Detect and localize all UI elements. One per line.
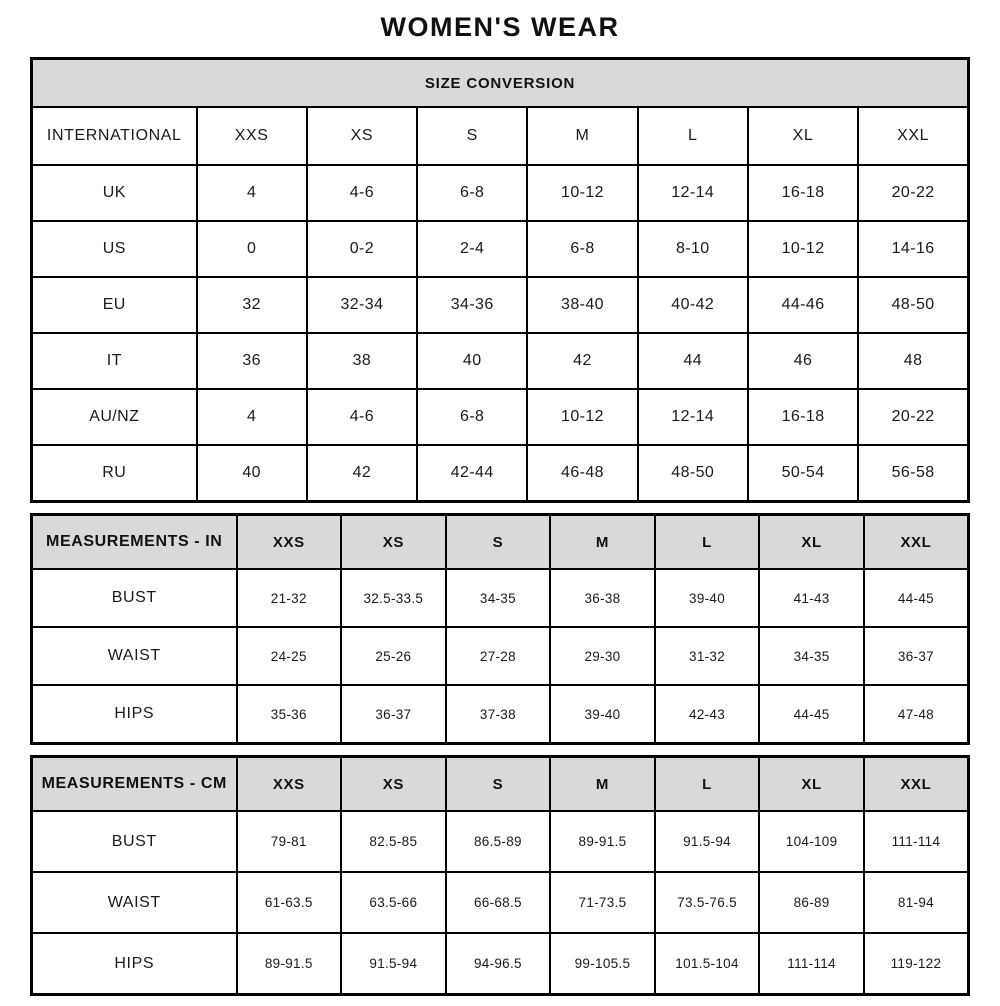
measurement-cell: 89-91.5 bbox=[550, 811, 655, 872]
table-row bbox=[32, 685, 969, 744]
measurement-cell: 44-45 bbox=[864, 569, 969, 627]
table-row bbox=[32, 933, 969, 995]
column-header: XS bbox=[341, 515, 446, 570]
row-label: IT bbox=[32, 333, 197, 389]
measurement-cell: 111-114 bbox=[759, 933, 864, 995]
column-header: XXS bbox=[197, 107, 307, 165]
size-cell: 36 bbox=[197, 333, 307, 389]
row-label: RU bbox=[32, 445, 197, 502]
column-header: XXS bbox=[237, 757, 342, 812]
column-header: XXS bbox=[237, 515, 342, 570]
size-cell: 20-22 bbox=[858, 165, 968, 221]
row-label: AU/NZ bbox=[32, 389, 197, 445]
size-conversion-body bbox=[32, 59, 969, 502]
column-header-row bbox=[32, 107, 969, 165]
size-cell: 34-36 bbox=[417, 277, 527, 333]
size-cell: 40 bbox=[197, 445, 307, 502]
column-header: XXL bbox=[864, 515, 969, 570]
row-label: HIPS bbox=[32, 933, 237, 995]
size-cell: 38-40 bbox=[527, 277, 637, 333]
measurement-cell: 119-122 bbox=[864, 933, 969, 995]
column-header: XS bbox=[307, 107, 417, 165]
column-header: L bbox=[655, 515, 760, 570]
size-cell: 42 bbox=[307, 445, 417, 502]
measurement-cell: 79-81 bbox=[237, 811, 342, 872]
row-label: UK bbox=[32, 165, 197, 221]
table-row bbox=[32, 221, 969, 277]
measurements-cm-table bbox=[30, 755, 970, 996]
column-header: M bbox=[550, 757, 655, 812]
measurement-cell: 104-109 bbox=[759, 811, 864, 872]
size-cell: 42-44 bbox=[417, 445, 527, 502]
row-label: WAIST bbox=[32, 872, 237, 933]
size-cell: 46-48 bbox=[527, 445, 637, 502]
measurement-cell: 44-45 bbox=[759, 685, 864, 744]
measurement-cell: 86.5-89 bbox=[446, 811, 551, 872]
size-cell: 44 bbox=[638, 333, 748, 389]
size-cell: 4 bbox=[197, 389, 307, 445]
size-cell: 10-12 bbox=[527, 389, 637, 445]
table-caption-row bbox=[32, 59, 969, 108]
size-cell: 46 bbox=[748, 333, 858, 389]
size-cell: 56-58 bbox=[858, 445, 968, 502]
measurement-cell: 36-37 bbox=[864, 627, 969, 685]
column-header: XL bbox=[748, 107, 858, 165]
size-cell: 8-10 bbox=[638, 221, 748, 277]
size-cell: 48 bbox=[858, 333, 968, 389]
column-header: XXL bbox=[858, 107, 968, 165]
size-chart-page bbox=[30, 0, 970, 996]
row-label: US bbox=[32, 221, 197, 277]
size-cell: 48-50 bbox=[638, 445, 748, 502]
column-header: S bbox=[446, 757, 551, 812]
measurement-cell: 39-40 bbox=[655, 569, 760, 627]
measurement-cell: 101.5-104 bbox=[655, 933, 760, 995]
measurement-cell: 47-48 bbox=[864, 685, 969, 744]
size-cell: 6-8 bbox=[417, 389, 527, 445]
row-label: WAIST bbox=[32, 627, 237, 685]
measurement-cell: 25-26 bbox=[341, 627, 446, 685]
size-cell: 2-4 bbox=[417, 221, 527, 277]
column-header: XXL bbox=[864, 757, 969, 812]
size-cell: 0 bbox=[197, 221, 307, 277]
size-cell: 14-16 bbox=[858, 221, 968, 277]
measurement-cell: 36-38 bbox=[550, 569, 655, 627]
page-title: WOMEN'S WEAR bbox=[380, 12, 620, 42]
measurement-cell: 37-38 bbox=[446, 685, 551, 744]
column-header: XL bbox=[759, 757, 864, 812]
size-cell: 4-6 bbox=[307, 389, 417, 445]
column-header-row bbox=[32, 757, 969, 812]
row-label: HIPS bbox=[32, 685, 237, 744]
size-conversion-header: SIZE CONVERSION bbox=[32, 59, 969, 108]
measurements-in-table bbox=[30, 513, 970, 745]
size-cell: 48-50 bbox=[858, 277, 968, 333]
size-cell: 38 bbox=[307, 333, 417, 389]
measurement-cell: 29-30 bbox=[550, 627, 655, 685]
measurement-cell: 91.5-94 bbox=[655, 811, 760, 872]
size-cell: 4-6 bbox=[307, 165, 417, 221]
size-cell: 6-8 bbox=[417, 165, 527, 221]
size-cell: 50-54 bbox=[748, 445, 858, 502]
measurement-cell: 31-32 bbox=[655, 627, 760, 685]
measurements-in-body bbox=[32, 515, 969, 744]
size-cell: 0-2 bbox=[307, 221, 417, 277]
column-header: M bbox=[527, 107, 637, 165]
measurement-cell: 63.5-66 bbox=[341, 872, 446, 933]
table-row bbox=[32, 627, 969, 685]
measurement-cell: 71-73.5 bbox=[550, 872, 655, 933]
measurement-cell: 39-40 bbox=[550, 685, 655, 744]
size-cell: 16-18 bbox=[748, 389, 858, 445]
column-header-row bbox=[32, 515, 969, 570]
table-row bbox=[32, 445, 969, 502]
size-cell: 6-8 bbox=[527, 221, 637, 277]
size-cell: 44-46 bbox=[748, 277, 858, 333]
column-header: L bbox=[655, 757, 760, 812]
measurement-cell: 34-35 bbox=[446, 569, 551, 627]
measurement-cell: 32.5-33.5 bbox=[341, 569, 446, 627]
measurement-cell: 41-43 bbox=[759, 569, 864, 627]
table-title: MEASUREMENTS - IN bbox=[32, 515, 237, 570]
table-row bbox=[32, 872, 969, 933]
column-header: INTERNATIONAL bbox=[32, 107, 197, 165]
measurements-cm-body bbox=[32, 757, 969, 995]
column-header: M bbox=[550, 515, 655, 570]
column-header: XL bbox=[759, 515, 864, 570]
row-label: BUST bbox=[32, 811, 237, 872]
size-cell: 10-12 bbox=[527, 165, 637, 221]
size-cell: 12-14 bbox=[638, 389, 748, 445]
size-cell: 12-14 bbox=[638, 165, 748, 221]
measurement-cell: 66-68.5 bbox=[446, 872, 551, 933]
table-row bbox=[32, 165, 969, 221]
table-row bbox=[32, 811, 969, 872]
size-cell: 16-18 bbox=[748, 165, 858, 221]
size-cell: 4 bbox=[197, 165, 307, 221]
column-header: XS bbox=[341, 757, 446, 812]
measurement-cell: 81-94 bbox=[864, 872, 969, 933]
size-cell: 42 bbox=[527, 333, 637, 389]
measurement-cell: 42-43 bbox=[655, 685, 760, 744]
size-cell: 40 bbox=[417, 333, 527, 389]
size-cell: 40-42 bbox=[638, 277, 748, 333]
measurement-cell: 27-28 bbox=[446, 627, 551, 685]
measurement-cell: 61-63.5 bbox=[237, 872, 342, 933]
table-row bbox=[32, 277, 969, 333]
measurement-cell: 89-91.5 bbox=[237, 933, 342, 995]
measurement-cell: 73.5-76.5 bbox=[655, 872, 760, 933]
measurement-cell: 24-25 bbox=[237, 627, 342, 685]
size-cell: 32-34 bbox=[307, 277, 417, 333]
measurement-cell: 36-37 bbox=[341, 685, 446, 744]
size-conversion-table bbox=[30, 57, 970, 503]
measurement-cell: 94-96.5 bbox=[446, 933, 551, 995]
column-header: S bbox=[446, 515, 551, 570]
measurement-cell: 34-35 bbox=[759, 627, 864, 685]
size-cell: 10-12 bbox=[748, 221, 858, 277]
size-cell: 20-22 bbox=[858, 389, 968, 445]
measurement-cell: 35-36 bbox=[237, 685, 342, 744]
column-header: S bbox=[417, 107, 527, 165]
table-title: MEASUREMENTS - CM bbox=[32, 757, 237, 812]
table-row bbox=[32, 333, 969, 389]
table-row bbox=[32, 389, 969, 445]
measurement-cell: 91.5-94 bbox=[341, 933, 446, 995]
column-header: L bbox=[638, 107, 748, 165]
measurement-cell: 82.5-85 bbox=[341, 811, 446, 872]
size-cell: 32 bbox=[197, 277, 307, 333]
measurement-cell: 99-105.5 bbox=[550, 933, 655, 995]
table-row bbox=[32, 569, 969, 627]
measurement-cell: 86-89 bbox=[759, 872, 864, 933]
row-label: EU bbox=[32, 277, 197, 333]
measurement-cell: 21-32 bbox=[237, 569, 342, 627]
measurement-cell: 111-114 bbox=[864, 811, 969, 872]
row-label: BUST bbox=[32, 569, 237, 627]
